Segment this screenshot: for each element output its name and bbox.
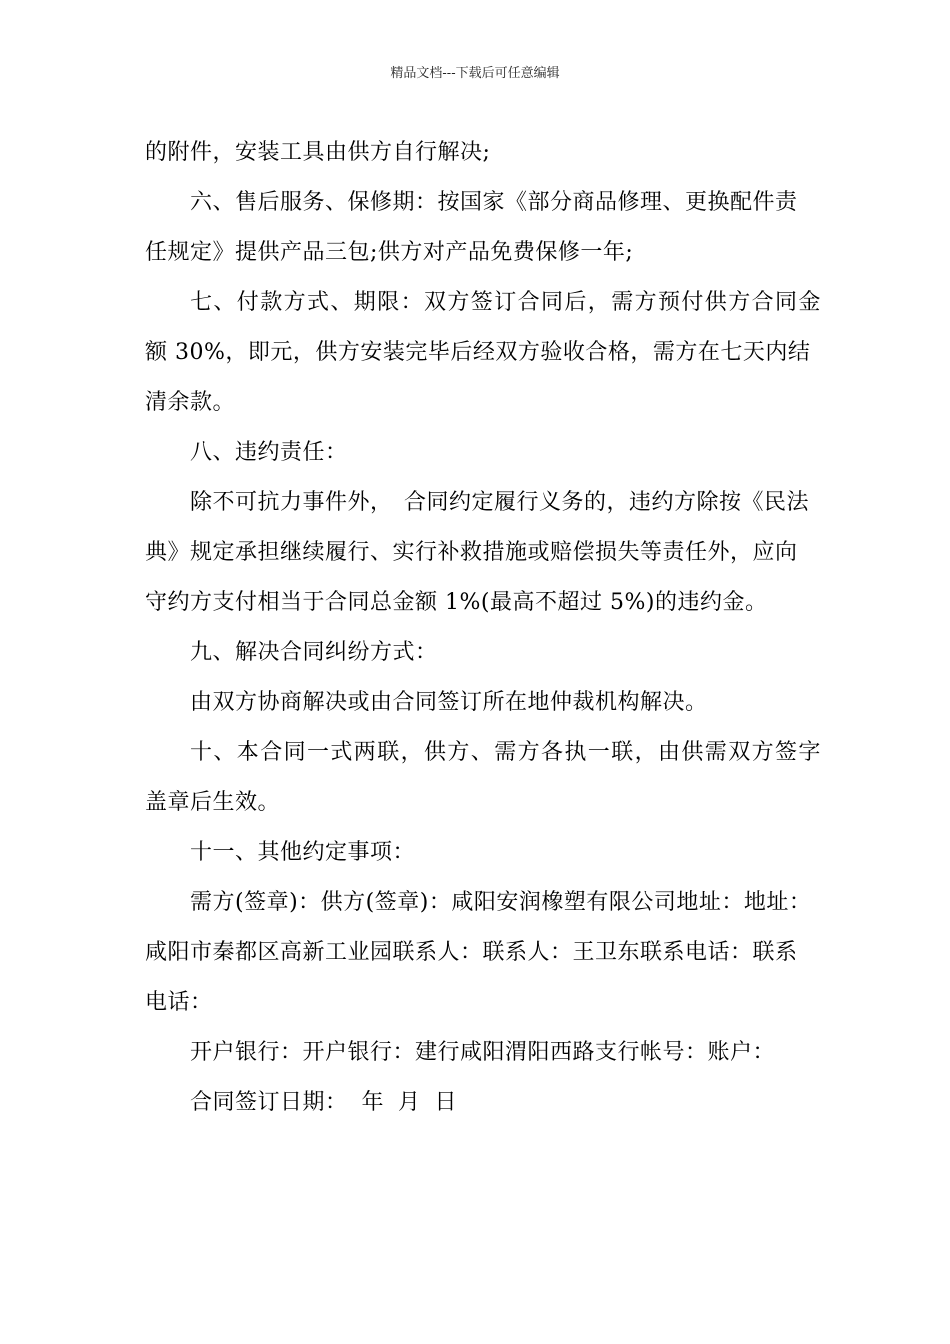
paragraph-line: 的附件，安装工具由供方自行解决; [145,140,491,165]
date-year: 年 [361,1090,385,1115]
date-month: 月 [398,1090,421,1115]
date-day: 日 [434,1090,458,1115]
clause-nine-line: 由双方协商解决或由合同签订所在地仲裁机构解决。 [190,690,708,715]
clause-six-continuation: 任规定》提供产品三包;供方对产品免费保修一年; [145,240,634,265]
clause-nine-heading: 九、解决合同纠纷方式： [190,640,438,665]
clause-seven-continuation: 额 30%，即元，供方安装完毕后经双方验收合格，需方在七天内结 [145,340,811,365]
bank-account-line: 开户银行：开户银行：建行咸阳渭阳西路支行帐号：账户： [190,1040,776,1065]
clause-eight-line: 除不可抗力事件外， 合同约定履行义务的，违约方除按《民法 [190,490,810,515]
address-contact-line: 咸阳市秦都区高新工业园联系人：联系人：王卫东联系电话：联系 [145,940,798,965]
clause-eight-end: 守约方支付相当于合同总金额 1%(最高不超过 5%)的违约金。 [145,590,768,615]
clause-ten-end: 盖章后生效。 [145,790,281,815]
clause-eleven-heading: 十一、其他约定事项： [190,840,416,865]
signing-date-line [145,1078,815,1128]
signature-party-line: 需方(签章)：供方(签章)：咸阳安润橡塑有限公司地址：地址： [190,890,812,915]
phone-line: 电话： [145,990,213,1015]
signing-date-label: 合同签订日期： [190,1090,348,1115]
page-header: 精品文档---下载后可任意编辑 [390,66,560,81]
clause-ten-line: 十、本合同一式两联，供方、需方各执一联，由供需双方签字 [190,740,822,765]
clause-eight-heading: 八、违约责任： [190,440,348,465]
clause-seven-end: 清余款。 [145,390,236,415]
clause-eight-continuation: 典》规定承担继续履行、实行补救措施或赔偿损失等责任外，应向 [145,540,798,565]
document-body [145,128,822,1128]
clause-seven-line: 七、付款方式、期限：双方签订合同后，需方预付供方合同金 [190,290,822,315]
clause-six-line: 六、售后服务、保修期：按国家《部分商品修理、更换配件责 [190,190,798,215]
